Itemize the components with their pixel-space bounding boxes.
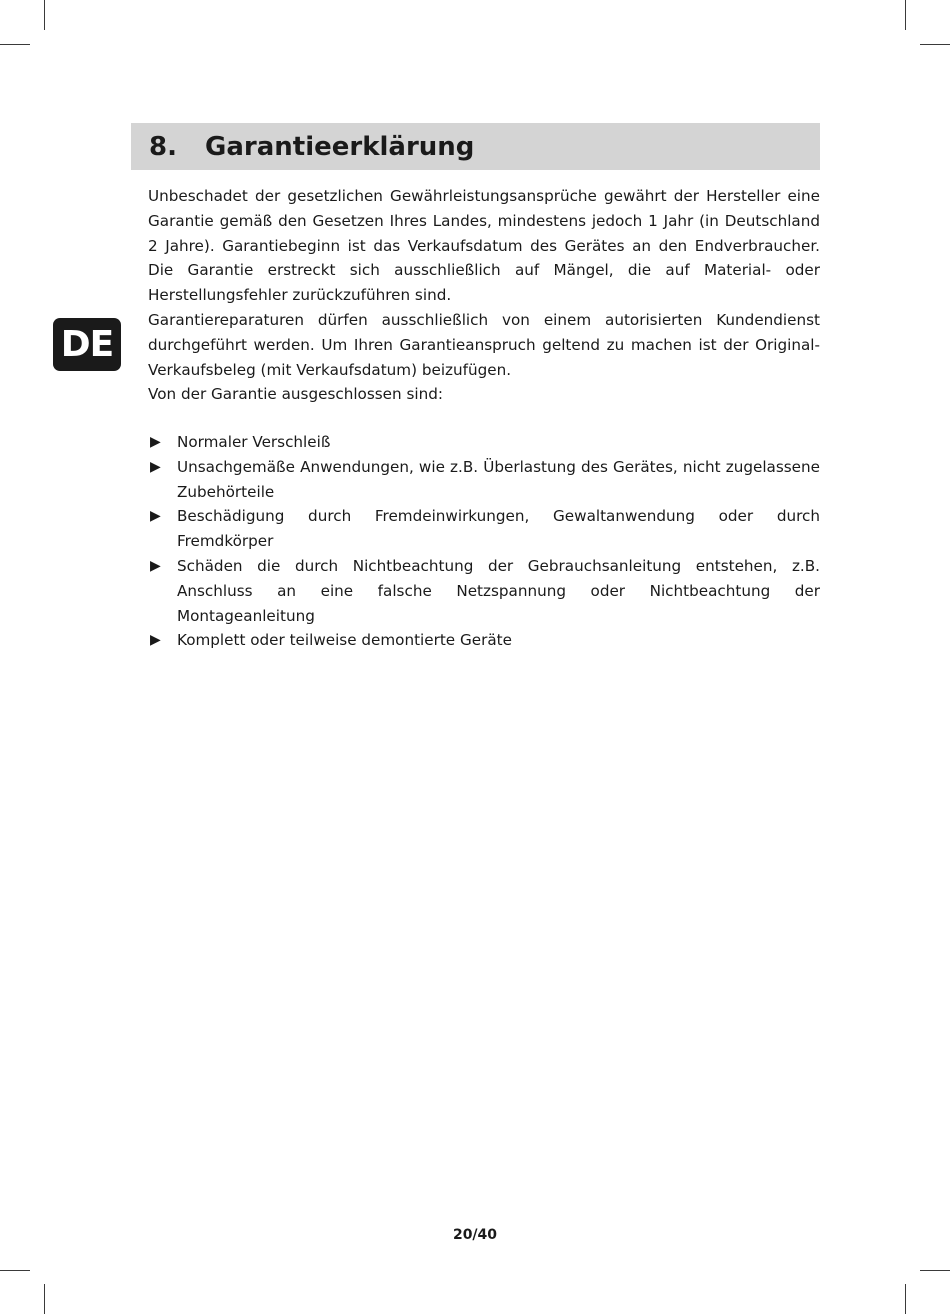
crop-mark-bottom-right-vertical <box>905 1284 906 1314</box>
warranty-text <box>148 184 820 407</box>
bullet-arrow-icon: ▶ <box>150 508 161 525</box>
crop-mark-top-left-horizontal <box>0 44 30 45</box>
crop-mark-bottom-right-horizontal <box>920 1270 950 1271</box>
section-title: Garantieerklärung <box>205 132 475 162</box>
list-item-text: Schäden die durch Nichtbeachtung der Gebrauchsanleitung entstehen, z.B. Anschluss an eine falsche Netzspannung oder Nichtbeachtung der Montageanleitung <box>177 556 820 625</box>
bullet-arrow-icon: ▶ <box>150 632 161 649</box>
paragraph-warranty-scope: Unbeschadet der gesetzlichen Gewährleistungsansprüche gewährt der Hersteller eine Garantie gemäß den Gesetzen Ihres Landes, mindestens jedoch 1 Jahr (in Deutschland 2 Jahre). Garantiebeginn ist das Verkaufsdatum des Gerätes an den Endverbraucher. Die Garantie erstreckt sich ausschließlich auf Mängel, die auf Material- oder Herstellungsfehler zurückzuführen sind. <box>148 187 820 305</box>
crop-mark-top-right-horizontal <box>920 44 950 45</box>
paragraph-exclusions-intro: Von der Garantie ausgeschlossen sind: <box>148 385 443 404</box>
crop-mark-top-left-vertical <box>44 0 45 30</box>
list-item <box>148 554 820 628</box>
list-item <box>148 455 820 505</box>
paragraph-warranty-repairs: Garantiereparaturen dürfen ausschließlich von einem autorisierten Kundendienst durchgeführt werden. Um Ihren Garantieanspruch geltend zu machen ist der Original-Verkaufsbeleg (mit Verkaufsdatum) beizufügen. <box>148 310 820 379</box>
list-item-text: Komplett oder teilweise demontierte Geräte <box>177 631 512 650</box>
bullet-arrow-icon: ▶ <box>150 458 161 475</box>
section-heading <box>131 123 820 170</box>
list-item-text: Normaler Verschleiß <box>177 433 331 451</box>
crop-mark-bottom-left-horizontal <box>0 1270 30 1271</box>
exclusions-list <box>148 430 820 653</box>
language-badge: DE <box>53 318 121 371</box>
crop-mark-bottom-left-vertical <box>44 1284 45 1314</box>
section-number: 8. <box>149 132 177 162</box>
bullet-arrow-icon: ▶ <box>150 434 161 450</box>
list-item <box>148 430 820 455</box>
bullet-arrow-icon: ▶ <box>150 557 161 574</box>
list-item <box>148 628 820 653</box>
list-item-text: Unsachgemäße Anwendungen, wie z.B. Überlastung des Gerätes, nicht zugelassene Zubehörteile <box>177 457 820 501</box>
page-number: 20/40 <box>452 1227 498 1243</box>
list-item <box>148 504 820 554</box>
list-item-text: Beschädigung durch Fremdeinwirkungen, Gewaltanwendung oder durch Fremdkörper <box>177 507 820 551</box>
crop-mark-top-right-vertical <box>905 0 906 30</box>
